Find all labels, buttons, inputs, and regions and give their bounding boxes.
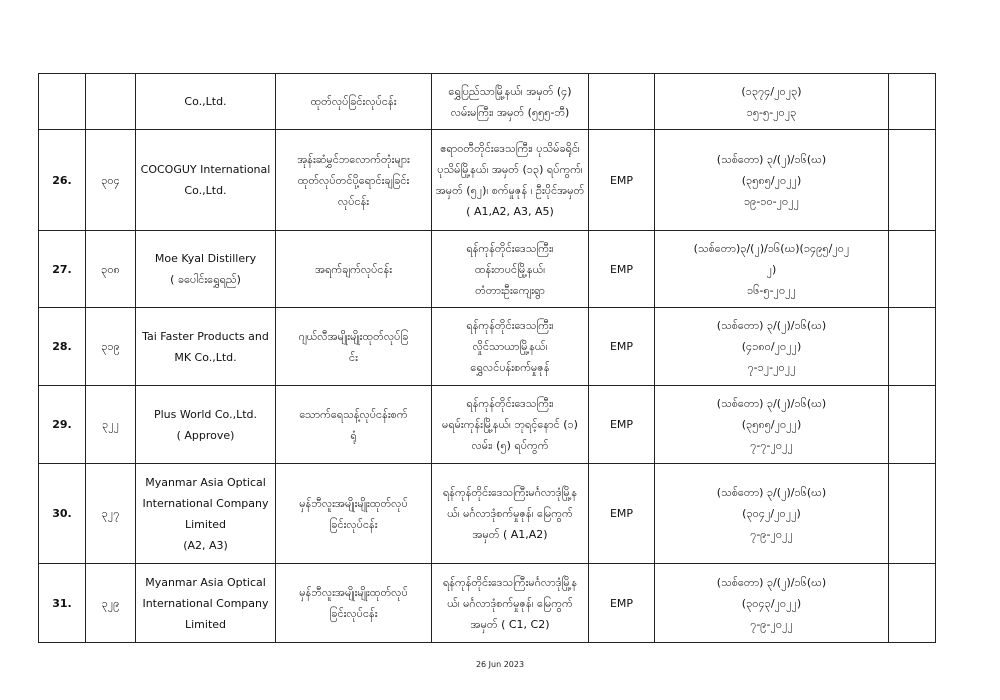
cell-business — [276, 74, 432, 130]
cell-type: EMP — [589, 464, 655, 564]
address-line: ရန်ကုန်တိုင်းဒေသကြီးမင်္ဂလာဒုံမြို့န — [442, 486, 578, 499]
permit-line: ၁၆-၅-၂၀၂၂ — [747, 283, 796, 297]
company-line: International Company — [142, 496, 269, 510]
business-line: င်း — [349, 350, 358, 364]
cell-remark — [889, 308, 936, 386]
business-line: ခြင်းလုပ်ငန်း — [329, 607, 378, 620]
business-line: ဂျယ်လီအမျိုးမျိုးထုတ်လုပ်ခြ — [298, 329, 409, 343]
cell-permit — [655, 130, 889, 231]
cell-permit — [655, 74, 889, 130]
cell-address — [432, 130, 589, 231]
permit-line: (သစ်တော)၃/(၂)/၁၆(ဃ)(၁၄၉၅/၂၀၂ — [693, 241, 850, 255]
cell-company — [136, 308, 276, 386]
cell-no: 29. — [39, 386, 86, 464]
cell-no: 31. — [39, 564, 86, 643]
cell-business — [276, 130, 432, 231]
cell-type — [589, 74, 655, 130]
cell-company — [136, 130, 276, 231]
cell-company — [136, 231, 276, 308]
cell-permit — [655, 464, 889, 564]
cell-ref: ၃၂၇ — [86, 464, 136, 564]
table-row — [39, 231, 936, 308]
permit-line: (၁၃၇၄/၂၀၂၃) — [741, 84, 802, 98]
permit-line: ၇-၉-၂၀၂၂ — [750, 617, 793, 631]
cell-no: 27. — [39, 231, 86, 308]
company-line: Myanmar Asia Optical — [145, 575, 266, 589]
cell-business — [276, 308, 432, 386]
company-line: ( ခပေါင်းရွှေရည်) — [170, 273, 241, 286]
business-line: သောက်ရေသန့်လုပ်ငန်းစက် — [299, 407, 408, 421]
company-line: Co.,Ltd. — [184, 95, 227, 108]
cell-remark — [889, 564, 936, 643]
cell-type: EMP — [589, 564, 655, 643]
business-line: လုပ်ငန်း — [337, 194, 370, 208]
permit-line: ၂) — [766, 262, 777, 276]
company-line: Tai Faster Products and — [142, 329, 269, 343]
address-line: ဧရာဝတီတိုင်းဒေသကြီး၊ ပုသိမ်ခရိုင်၊ — [440, 142, 580, 155]
cell-ref — [86, 74, 136, 130]
cell-no: 28. — [39, 308, 86, 386]
company-line: (A2, A3) — [183, 538, 228, 552]
table-row — [39, 386, 936, 464]
address-line: ရန်ကုန်တိုင်းဒေသကြီးမင်္ဂလာဒုံမြို့န — [442, 575, 578, 589]
company-line: Moe Kyal Distillery — [154, 252, 257, 265]
address-line: မရမ်းကုန်းမြို့နယ်၊ ဘုရင့်နောင် (၁) — [442, 418, 578, 431]
cell-no — [39, 74, 86, 130]
cell-remark — [889, 231, 936, 308]
cell-no: 26. — [39, 130, 86, 231]
permit-line: ၇-၉-၂၀၂၂ — [750, 528, 793, 541]
business-line: ခြင်းလုပ်ငန်း — [329, 517, 378, 531]
business-line: ထုတ်လုပ်တင်ပို့ရောင်းချခြင်း — [297, 173, 410, 187]
cell-type: EMP — [589, 308, 655, 386]
cell-company — [136, 386, 276, 464]
business-line: ရုံ — [350, 428, 357, 442]
cell-address — [432, 464, 589, 564]
cell-type: EMP — [589, 386, 655, 464]
cell-business — [276, 386, 432, 464]
cell-remark — [889, 130, 936, 231]
cell-type: EMP — [589, 130, 655, 231]
cell-ref: ၃၂၉ — [86, 564, 136, 643]
address-line: ထန်းတပင်မြို့နယ်၊ — [474, 262, 546, 276]
cell-company — [136, 464, 276, 564]
cell-permit — [655, 231, 889, 308]
permit-line: ၇-၁၂-၂၀၂၂ — [747, 361, 796, 374]
business-line: အုန်းဆံမွှင်ဘလောက်တုံးများ — [297, 152, 410, 166]
cell-ref: ၃၀၄ — [86, 130, 136, 231]
address-line: အမှတ် ( A1,A2) — [472, 528, 548, 541]
address-line: လမ်း၊ (၅) ရပ်ကွက် — [471, 439, 549, 452]
address-line: လမ်းမကြီး၊ အမှတ် (၅၅၅-ဘီ) — [450, 105, 570, 119]
address-line: ရန်ကုန်တိုင်းဒေသကြီး၊ — [466, 241, 554, 255]
table-row — [39, 74, 936, 130]
permit-line: (၄၁၈၀/၂၀၂၂) — [741, 340, 802, 353]
company-line: Plus World Co.,Ltd. — [153, 407, 258, 421]
address-line: တံတားဦးကျေးရွာ — [475, 283, 545, 297]
permit-line: (၃၅၈၅/၂၀၂၂) — [741, 418, 802, 431]
address-line: အမှတ် ( C1, C2) — [470, 617, 550, 631]
cell-permit — [655, 564, 889, 643]
company-line: Myanmar Asia Optical — [145, 475, 266, 489]
cell-remark — [889, 464, 936, 564]
address-line: ရန်ကုန်တိုင်းဒေသကြီး၊ — [466, 397, 554, 410]
cell-remark — [889, 386, 936, 464]
address-line: အမှတ် (၅၂)၊ စက်မှုဇုန် ၊ ဦးပိုင်အမှတ် — [435, 184, 585, 197]
cell-ref: ၃၀၈ — [86, 231, 136, 308]
permit-line: ၁၉-၁၀-၂၀၂၂ — [743, 194, 800, 208]
permit-line: (၃၀၄၂/၂၀၂၂) — [742, 507, 801, 520]
cell-company — [136, 564, 276, 643]
cell-business — [276, 564, 432, 643]
permit-line: (သစ်တော) ၃/(၂)/၁၆(ဃ) — [716, 486, 827, 499]
cell-permit — [655, 308, 889, 386]
cell-permit — [655, 386, 889, 464]
permit-line: (၃၀၄၃/၂၀၂၂) — [741, 596, 802, 610]
business-line: အရက်ချက်လုပ်ငန်း — [314, 262, 393, 276]
cell-address — [432, 564, 589, 643]
permit-line: ၇-၇-၂၀၂၂ — [750, 439, 793, 452]
address-line: လှိုင်သာယာမြို့နယ်၊ — [472, 340, 548, 353]
address-line: ယ်၊ မင်္ဂလာဒုံစက်မှုဇုန်၊ မြေကွက် — [447, 596, 573, 610]
cell-remark — [889, 74, 936, 130]
permit-line: (သစ်တော) ၃/(၂)/၁၆(ဃ) — [716, 575, 827, 589]
permit-line: (သစ်တော) ၃/(၂)/၁၆(ဃ) — [716, 397, 827, 410]
company-line: Limited — [184, 617, 227, 631]
address-line: ပုသိမ်မြို့နယ်၊ အမှတ် (၁၃) ရပ်ကွက်၊ — [437, 163, 583, 176]
company-line: Co.,Ltd. — [184, 184, 227, 197]
company-line: ( Approve) — [176, 428, 235, 442]
permit-line: (သစ်တော) ၃/(၂)/၁၆(ဃ) — [716, 319, 827, 332]
company-line: Limited — [184, 517, 227, 531]
address-line: ရွှေပြည်သာမြို့နယ်၊ အမှတ် (၄) — [448, 84, 572, 98]
address-line: ယ်၊ မင်္ဂလာဒုံစက်မှုဇုန်၊ မြေကွက် — [447, 507, 573, 520]
business-line: မှန်ဘီလူးအမျိုးမျိုးထုတ်လုပ် — [299, 586, 408, 599]
cell-address — [432, 74, 589, 130]
business-line: မှန်ဘီလူးအမျိုးမျိုးထုတ်လုပ် — [299, 496, 408, 510]
permit-line: (သစ်တော) ၃/(၂)/၁၆(ဃ) — [716, 152, 827, 166]
address-line: ( A1,A2, A3, A5) — [466, 205, 554, 218]
address-line: ရွှေလင်ပန်းစက်မှုဇုန် — [470, 361, 550, 374]
address-line: ရန်ကုန်တိုင်းဒေသကြီး၊ — [466, 319, 554, 332]
registry-table — [38, 73, 936, 643]
permit-line: (၃၅၈၅/၂၀၂၂) — [741, 173, 802, 187]
table-row — [39, 464, 936, 564]
company-line: International Company — [142, 596, 269, 610]
table-row — [39, 308, 936, 386]
business-line: ထုတ်လုပ်ခြင်းလုပ်ငန်း — [310, 95, 397, 108]
cell-address — [432, 231, 589, 308]
cell-business — [276, 231, 432, 308]
table-row — [39, 564, 936, 643]
cell-no: 30. — [39, 464, 86, 564]
cell-address — [432, 386, 589, 464]
table-row — [39, 130, 936, 231]
cell-type: EMP — [589, 231, 655, 308]
cell-ref: ၃၂၂ — [86, 386, 136, 464]
company-line: COCOGUY International — [140, 163, 271, 176]
cell-address — [432, 308, 589, 386]
company-line: MK Co.,Ltd. — [174, 350, 237, 364]
cell-ref: ၃၁၉ — [86, 308, 136, 386]
cell-company — [136, 74, 276, 130]
cell-business — [276, 464, 432, 564]
footer-date: 26 Jun 2023 — [475, 660, 525, 669]
permit-line: ၁၅-၅-၂၀၂၃ — [746, 105, 797, 119]
